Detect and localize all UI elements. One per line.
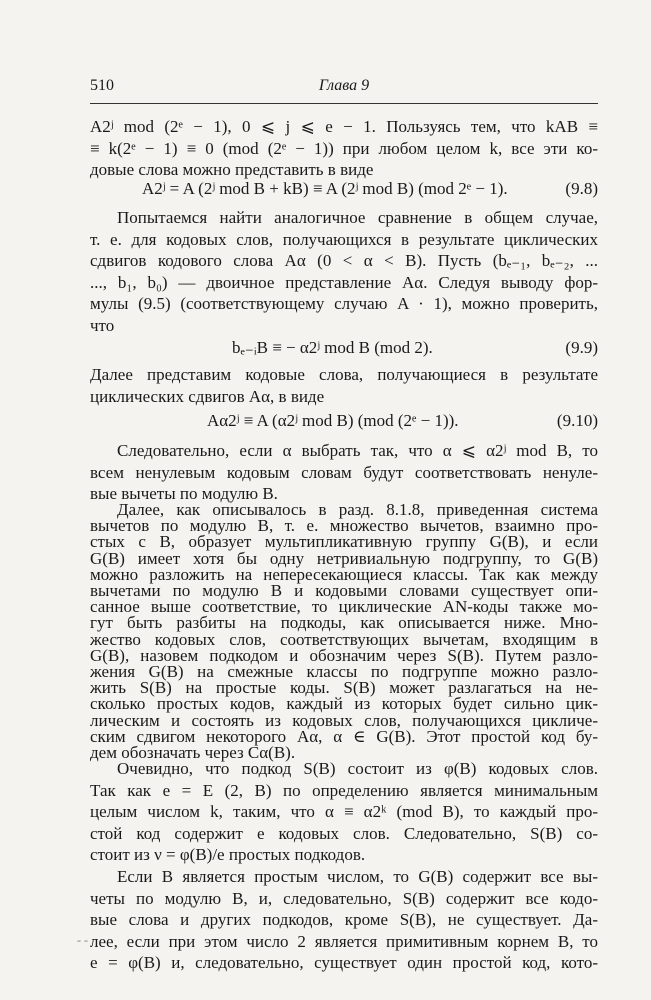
scan-mark: - -: [77, 933, 88, 947]
text-line: целым числом k, таким, что α ≡ α2ᵏ (mod B), то каждый про-: [90, 802, 598, 821]
text-line: Так как e = E (2, B) по определению является минимальным: [90, 780, 598, 800]
text-line: циклических сдвигов Aα, в виде: [90, 387, 325, 406]
text-line: вычетами по модулю B и кодовыми словами существует опи-: [90, 581, 598, 600]
text-line: вые вычеты по модулю B.: [90, 484, 278, 503]
text-line: дем обозначать через Cα(B).: [90, 743, 296, 762]
text-line: вычетов по модулю B, т. е. множество вычетов, взаимно про-: [90, 516, 598, 536]
text-line: гут быть разбиты на подкоды, как описывается ниже. Мно-: [90, 613, 598, 633]
text-line: ..., b₁, b₀) — двоичное представление Aα. Следуя выводу фор-: [90, 273, 598, 292]
text-line: Далее представим кодовые слова, получающиеся в результате: [90, 365, 598, 384]
chapter-title: Глава 9: [318, 77, 370, 94]
text-line: довые слова можно представить в виде: [90, 160, 374, 179]
text-line: четы по модулю B, и, следовательно, S(B) содержит все кодо-: [90, 888, 598, 908]
text-line: всем ненулевым кодовым словам будут соответствовать ненуле-: [90, 463, 598, 482]
text-line: жество кодовых слов, соответствующих вычетам, входящим в: [90, 629, 598, 649]
text-line: санное выше соответствие, то циклические AN-коды также мо-: [90, 597, 598, 617]
text-line: G(B) имеет хотя бы одну нетривиальную подгруппу, то G(B): [90, 548, 598, 568]
text-line: Далее, как описывалось в разд. 8.1.8, приведенная система: [117, 500, 598, 519]
text-line: лее, если при этом число 2 является примитивным корнем B, то: [90, 931, 598, 951]
formula-9-9: bₑ₋ᵢB ≡ − α2ʲ mod B (mod 2).: [232, 338, 433, 357]
text-line: жить S(B) на простые коды. S(B) может разлагаться на не-: [90, 678, 598, 698]
page-header: [90, 77, 598, 101]
header-rule: [90, 103, 598, 104]
formula-9-8: A2ʲ = A (2ʲ mod B + kB) ≡ A (2ʲ mod B) (mod 2ᵉ − 1).: [142, 179, 508, 198]
text-line: можно разложить на непересекающиеся классы. Так как между: [90, 564, 598, 584]
text-line: сдвигов кодового слова Aα (0 < α < B). Пусть (bₑ₋₁, bₑ₋₂, ...: [90, 251, 598, 270]
text-line: сколько простых кодов, каждый из которых будет сильно цик-: [90, 694, 598, 714]
text-line: G(B), назовем подкодом и обозначим через S(B). Путем разло-: [90, 645, 598, 665]
text-line: что: [90, 316, 115, 335]
text-line: т. е. для кодовых слов, получающихся в результате циклических: [90, 230, 598, 249]
page-number: 510: [90, 77, 114, 94]
formula-9-10: Aα2ʲ ≡ A (α2ʲ mod B) (mod (2ᵉ − 1)).: [207, 411, 459, 430]
text-line: Следовательно, если α выбрать так, что α ⩽ α2ʲ mod B, то: [117, 441, 598, 460]
text-line: Попытаемся найти аналогичное сравнение в общем случае,: [117, 208, 598, 227]
text-line: ≡ k(2ᵉ − 1) ≡ 0 (mod (2ᵉ − 1)) при любом целом k, все эти ко-: [90, 139, 598, 158]
equation-number: (9.10): [556, 411, 598, 430]
text-line: e = φ(B) и, следовательно, существует один простой код, кото-: [90, 953, 598, 972]
text-line: стоит из ν = φ(B)/e простых подкодов.: [90, 845, 366, 864]
text-line: лическим и состоять из кодовых слов, получающихся цикличе-: [90, 710, 598, 730]
equation-number: (9.8): [565, 179, 598, 198]
text-line: мулы (9.5) (соответствующему случаю A · 1), можно проверить,: [90, 294, 598, 313]
text-line: ским сдвигом некоторого Aα, α ∈ G(B). Этот простой код бу-: [90, 726, 598, 746]
text-line: A2ʲ mod (2ᵉ − 1), 0 ⩽ j ⩽ e − 1. Пользуясь тем, что kAB ≡: [90, 117, 598, 136]
text-line: вые слова и других подкодов, кроме S(B), не существует. Да-: [90, 910, 598, 929]
text-line: стых с B, образует мультипликативную группу G(B), и если: [90, 532, 598, 552]
text-line: Если B является простым числом, то G(B) содержит все вы-: [117, 867, 598, 886]
equation-number: (9.9): [565, 338, 598, 357]
text-line: стой код содержит e кодовых слов. Следовательно, S(B) со-: [90, 823, 598, 843]
text-line: Очевидно, что подкод S(B) состоит из φ(B) кодовых слов.: [117, 759, 598, 778]
text-line: жения G(B) на смежные классы по подгруппе можно разло-: [90, 662, 598, 681]
